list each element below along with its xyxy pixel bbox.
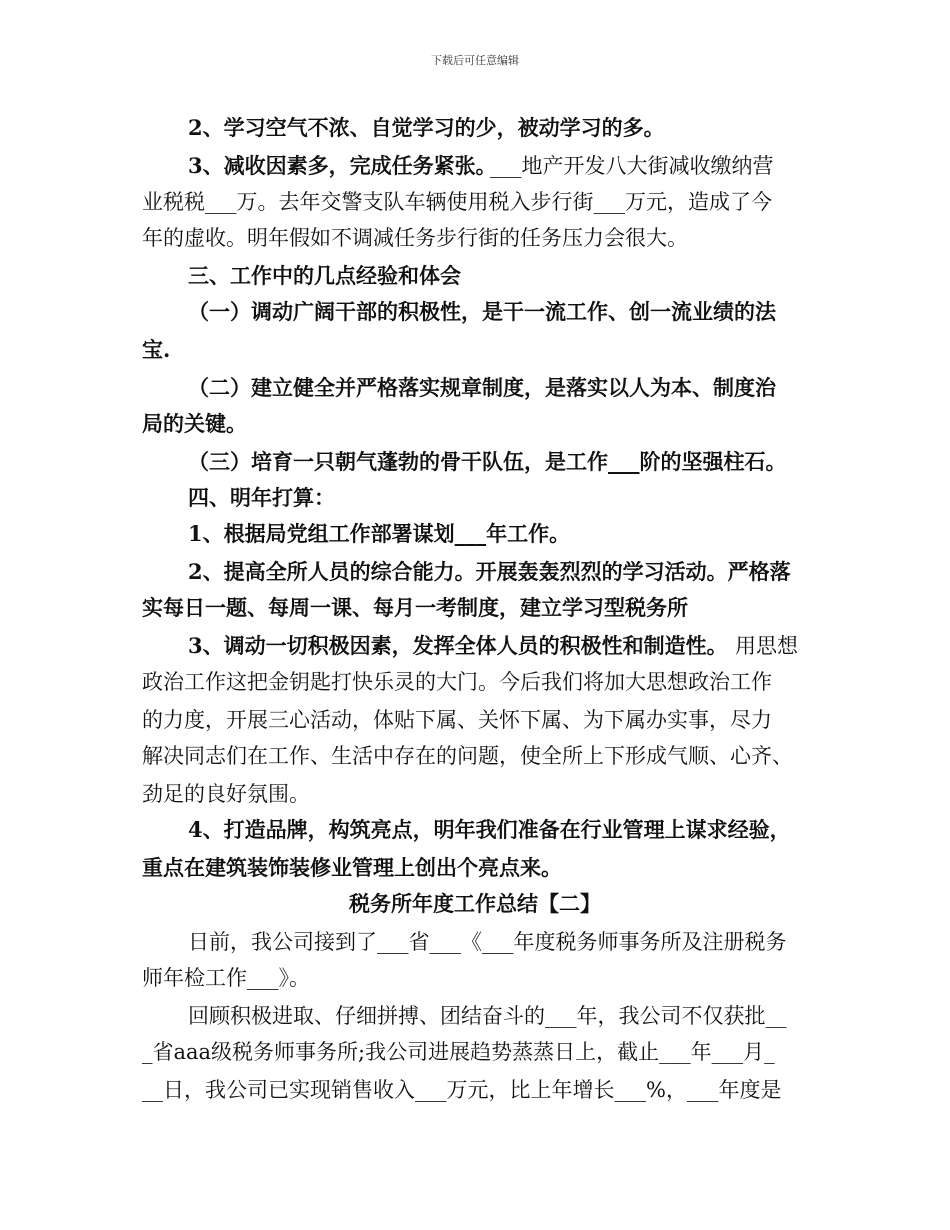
- paragraph-line: 宝.: [142, 337, 171, 362]
- section-title: 税务所年度工作总结【二】: [349, 891, 601, 916]
- paragraph-line: 日前，我公司接到了___省___《___年度税务师事务所及注册税务: [188, 930, 787, 954]
- paragraph-line: 劲足的良好氛围。: [142, 782, 310, 806]
- paragraph-line: 年的虚收。明年假如不调减任务步行街的任务压力会很大。: [142, 226, 688, 250]
- paragraph-line: 3、调动一切积极因素，发挥全体人员的积极性和制造性。: [188, 633, 728, 658]
- paragraph-line: （三）培育一只朝气蓬勃的骨干队伍，是工作___阶的坚强柱石。: [188, 449, 787, 474]
- paragraph-line: 3、减收因素多，完成任务紧张。: [188, 153, 497, 178]
- paragraph-line: 师年检工作___》。: [142, 966, 310, 990]
- paragraph-line: （一）调动广阔干部的积极性，是干一流工作、创一流业绩的法: [188, 299, 776, 324]
- paragraph-line: 重点在建筑装饰装修业管理上创出个亮点来。: [142, 855, 562, 880]
- paragraph-line: 解决同志们在工作、生活中存在的问题，使全所上下形成气顺、心齐、: [142, 744, 793, 768]
- paragraph-line: 2、提高全所人员的综合能力。开展轰轰烈烈的学习活动。严格落: [188, 559, 791, 584]
- paragraph-line: 业税税___万。去年交警支队车辆使用税入步行街___万元，造成了今: [142, 190, 772, 214]
- page-header: 下载后可任意编辑: [431, 54, 519, 67]
- paragraph-line: 2、学习空气不浓、自觉学习的少，被动学习的多。: [188, 115, 665, 140]
- paragraph-line: 的力度，开展三心活动，体贴下属、关怀下属、为下属办实事，尽力: [142, 708, 772, 732]
- paragraph-line: 实每日一题、每周一课、每月一考制度，建立学习型税务所: [142, 595, 688, 620]
- paragraph-line: 政治工作这把金钥匙打快乐灵的大门。今后我们将加大思想政治工作: [142, 670, 772, 694]
- paragraph-line: ___地产开发八大街减收缴纳营: [490, 154, 774, 178]
- paragraph-line: __日，我公司已实现销售收入___万元，比上年增长___%，___年度是: [142, 1078, 782, 1102]
- section-heading: 四、明年打算：: [188, 485, 335, 510]
- section-heading: 三、工作中的几点经验和体会: [188, 263, 461, 288]
- paragraph-line: （二）建立健全并严格落实规章制度，是落实以人为本、制度治: [188, 375, 776, 400]
- paragraph-line: 用思想: [735, 634, 798, 658]
- paragraph-line: 回顾积极进取、仔细拼搏、团结奋斗的___年，我公司不仅获批__: [188, 1004, 787, 1028]
- paragraph-line: 局的关键。: [142, 411, 247, 436]
- paragraph-line: 1、根据局党组工作部署谋划___年工作。: [188, 521, 571, 546]
- paragraph-line: _省aaa级税务师事务所;我公司进展趋势蒸蒸日上，截止___年___月_: [142, 1040, 775, 1064]
- paragraph-line: 4、打造品牌，构筑亮点，明年我们准备在行业管理上谋求经验，: [188, 817, 791, 842]
